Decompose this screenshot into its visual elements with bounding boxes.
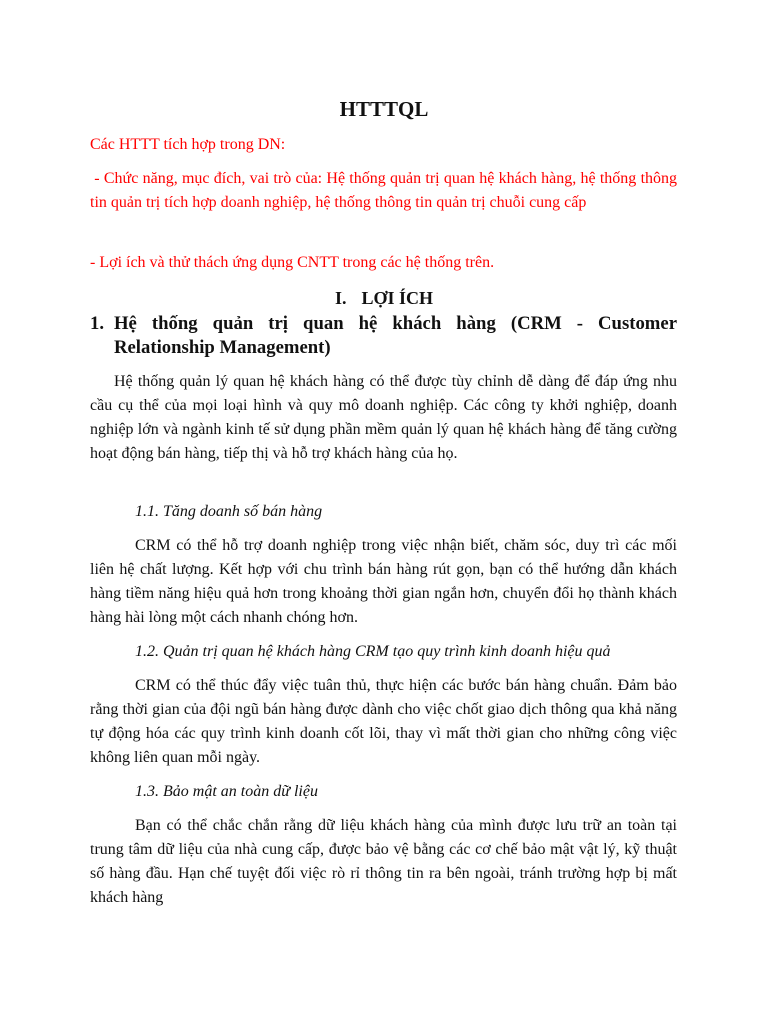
subheading-process: 1.2. Quản trị quan hệ khách hàng CRM tạo quy trình kinh doanh hiệu quả (135, 643, 611, 660)
heading-crm-text: Hệ thống quản trị quan hệ khách hàng (CRM - Customer Relationship Management) (114, 313, 677, 358)
paragraph-crm-intro: Hệ thống quản lý quan hệ khách hàng có thể được tùy chỉnh dễ dàng để đáp ứng nhu cầu cụ thể của mọi loại hình và quy mô doanh nghiệp. Các công ty khởi nghiệp, doanh nghiệp lớn và ngành kinh tế sử dụng phần mềm quản lý quan hệ khách hàng để tăng cường hoạt động bán hàng, tiếp thị và hỗ trợ khách hàng của họ. (90, 373, 677, 462)
subheading-sales: 1.1. Tăng doanh số bán hàng (135, 503, 323, 520)
intro-line-benefits: - Lợi ích và thử thách ứng dụng CNTT trong các hệ thống trên. (90, 254, 495, 271)
document-title: HTTTQL (339, 97, 429, 121)
subheading-security: 1.3. Bảo mật an toàn dữ liệu (135, 783, 318, 800)
section-heading-benefits (0, 286, 768, 310)
heading-crm-number: 1. (90, 313, 105, 334)
paragraph-security: Bạn có thể chắc chắn rằng dữ liệu khách hàng của mình được lưu trữ an toàn tại trung tâm dữ liệu của nhà cung cấp, được bảo vệ bằng các cơ chế bảo mật vật lý, kỹ thuật số hàng đầu. Hạn chế tuyệt đối việc rò rỉ thông tin ra bên ngoài, tránh trường hợp bị mất khách hàng (90, 817, 677, 906)
section-title: LỢI ÍCH (361, 288, 434, 308)
intro-line-functions: - Chức năng, mục đích, vai trò của: Hệ thống quản trị quan hệ khách hàng, hệ thống thông tin quản trị tích hợp doanh nghiệp, hệ thống thông tin quản trị chuỗi cung cấp (90, 170, 682, 211)
paragraph-process: CRM có thể thúc đẩy việc tuân thủ, thực hiện các bước bán hàng chuẩn. Đảm bảo rằng thời gian của đội ngũ bán hàng được dành cho việc chốt giao dịch thông qua khả năng tự động hóa các quy trình kinh doanh cốt lõi, thay vì mất thời gian cho những công việc không liên quan mỗi ngày. (90, 677, 677, 766)
intro-line-dn: Các HTTT tích hợp trong DN: (90, 136, 286, 153)
heading-crm (90, 312, 677, 360)
section-number: I. (334, 288, 347, 308)
paragraph-sales: CRM có thể hỗ trợ doanh nghiệp trong việc nhận biết, chăm sóc, duy trì các mối liên hệ chất lượng. Kết hợp với chu trình bán hàng rút gọn, bạn có thể hướng dẫn khách hàng tiềm năng hiệu quả hơn trong khoảng thời gian ngắn hơn, chuyển đổi họ thành khách hàng hài lòng một cách nhanh chóng hơn. (90, 537, 677, 626)
